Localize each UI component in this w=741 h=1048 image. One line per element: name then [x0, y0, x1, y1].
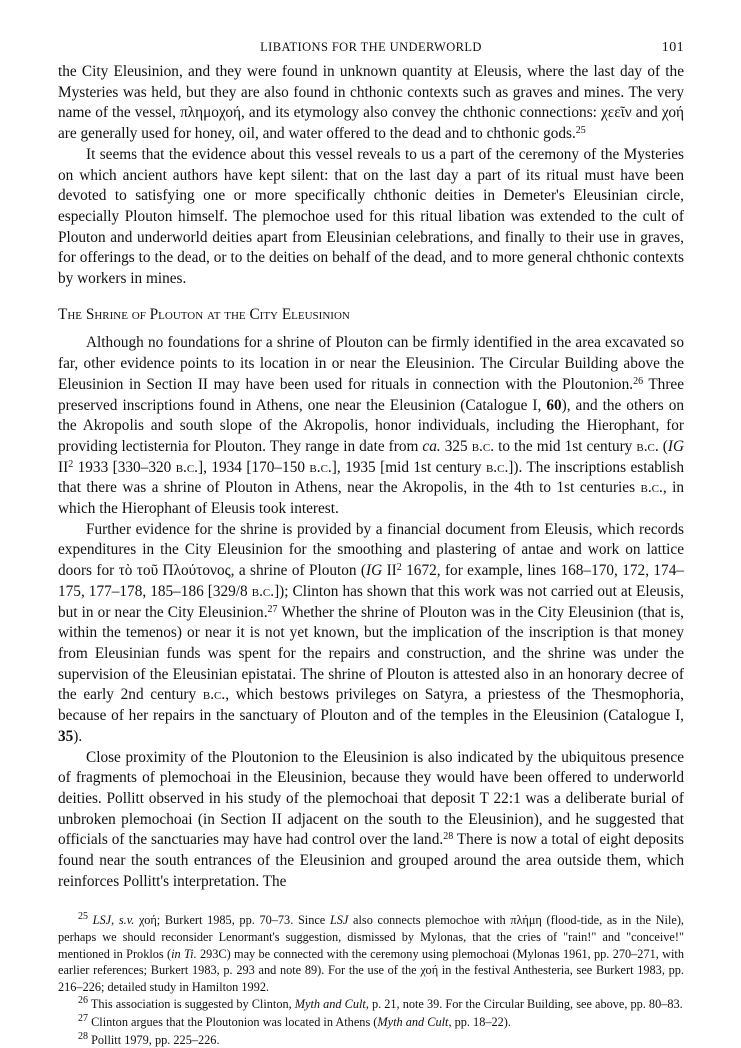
paragraph-5: Close proximity of the Ploutonion to the Eleusinion is also indicated by the ubiquitous presence of fragments of plemochoai in the Eleusinion, because they would have been offered to underworld deities. Pollitt observed in his study of the plemochoai that deposit T 22:1 was a deliberate burial of unbroken plemochoai (in Section ΙΙ adjacent on the south to the Eleusinion), and he suggested that officials of the sanctuaries may have had control over the land.$^{28}$ There is now a total of eight deposits found near the south entrances of the Eleusinion and grouped around the area outside them, which reinforces Pollitt's interpretation. The [58, 748, 685, 890]
page [58, 40, 684, 1048]
body-text [58, 62, 684, 892]
footnote-ref-26: 26 [633, 375, 644, 387]
footnote-28: $^{28}$ Pollitt 1979, pp. 225–226. [78, 1030, 220, 1047]
paragraph-1: the City Eleusinion, and they were found in unknown quantity at Eleusis, where the last day of the Mysteries was held, but they are also found in chthonic contexts such as graves and mines. The very name of the vessel, πλημοχοή, and its etymology also convey the chthonic connections: χεεῖν and χοή are generally used for honey, oil, and water offered to the dead and to chthonic gods.$^{25}$ [58, 63, 684, 143]
page-number: 101 [661, 40, 684, 55]
footnote-26: $^{26}$ This association is suggested by Clinton, Myth and Cult, p. 21, note 39. For the Circular Building, see above, pp. 80–83. [78, 995, 683, 1012]
paragraph-3: Although no foundations for a shrine of Plouton can be firmly identified in the area excavated so far, other evidence points to its location in or near the Eleusinion. The Circular Building above the Eleusinion in Section ΙΙ may have been used for rituals in connection with the Ploutonion.$^{26}$ Three preserved inscriptions found in Athens, one near the Eleusinion (Catalogue I, 60), and the others on the Akropolis and south slope of the Akropolis, honor individuals, including the Hierophant, for providing lectisternia for Plouton. They range in date from ca. 325 b.c. to the mid 1st century b.c. (IG $II^2$ 1933 [330–320 b.c.], 1934 [170–150 b.c.], 1935 [mid 1st century b.c.]). The inscriptions establish that there was a shrine of Plouton in Athens, near the Akropolis, in the 4th to 1st centuries b.c., in which the Hierophant of Eleusis took interest. [58, 334, 685, 518]
footnote-27: $^{27}$ Clinton argues that the Ploutonion was located in Athens (Myth and Cult, pp. 18–22). [78, 1012, 511, 1029]
footnote-ref-25: 25 [575, 125, 586, 137]
footnotes [58, 912, 684, 1048]
footnote-ref-28: 28 [443, 831, 454, 843]
footnote-ref-27: 27 [267, 603, 278, 615]
paragraph-2: It seems that the evidence about this vessel reveals to us a part of the ceremony of the Mysteries on which ancient authors have kept silent: that on the last day a part of its ritual must have been devoted to satisfying one or more specifically chthonic deities in Demeter's Eleusinian circle, especially Plouton himself. The plemochoe used for this ritual libation was extended to the cult of Plouton and underworld deities apart from Eleusinian celebrations, and finally to their use in graves, for offerings to the dead, or to the deities on behalf of the dead, and to more general chthonic contexts by workers in mines. [58, 145, 684, 288]
section-heading: The Shrine of Plouton at the City Eleusinion [58, 305, 350, 323]
running-header [58, 40, 684, 62]
footnote-25: $^{25}$ LSJ, s.v. χοή; Burkert 1985, pp. 70–73. Since LSJ also connects plemochoe with πλήμη (flood-tide, as in the Nile), perhaps we should reconsider Lenormant's suggestion, dismissed by Mylonas, that the cries of "rain!" and "conceive!" mentioned in Proklos (in Ti. 293C) may be connected with the ceremony using plemochoai (Mylonas 1961, pp. 270–271, with earlier references; Burkert 1983, p. 293 and note 89). For the use of the χοή in the festival Anthesteria, see Burkert 1983, pp. 216–226; detailed study in Hamilton 1992. [58, 911, 685, 994]
running-title: LIBATIONS FOR THE UNDERWORLD [260, 40, 482, 54]
paragraph-4: Further evidence for the shrine is provided by a financial document from Eleusis, which records expenditures in the City Eleusinion for the smoothing and plastering of antae and work on lattice doors for τὸ τοῦ Πλούτονος, a shrine of Plouton (IG $II^2$ 1672, for example, lines 168–170, 172, 174–175, 177–178, 185–186 [329/8 b.c.]); Clinton has shown that this work was not carried out at Eleusis, but in or near the City Eleusinion.$^{27}$ Whether the shrine of Plouton was in the City Eleusinion (that is, within the temenos) or near it is not yet known, but the implication of the inscription is that money from Eleusinian funds was spent for the repairs and construction, and the shrine was under the supervision of the Eleusinian epistatai. The shrine of Plouton is attested also in an honorary decree of the early 2nd century b.c., which bestows privileges on Satyra, a priestess of the Thesmophoria, because of her repairs in the sanctuary of Plouton and of the temples in the Eleusinion (Catalogue I, 35). [58, 520, 684, 745]
